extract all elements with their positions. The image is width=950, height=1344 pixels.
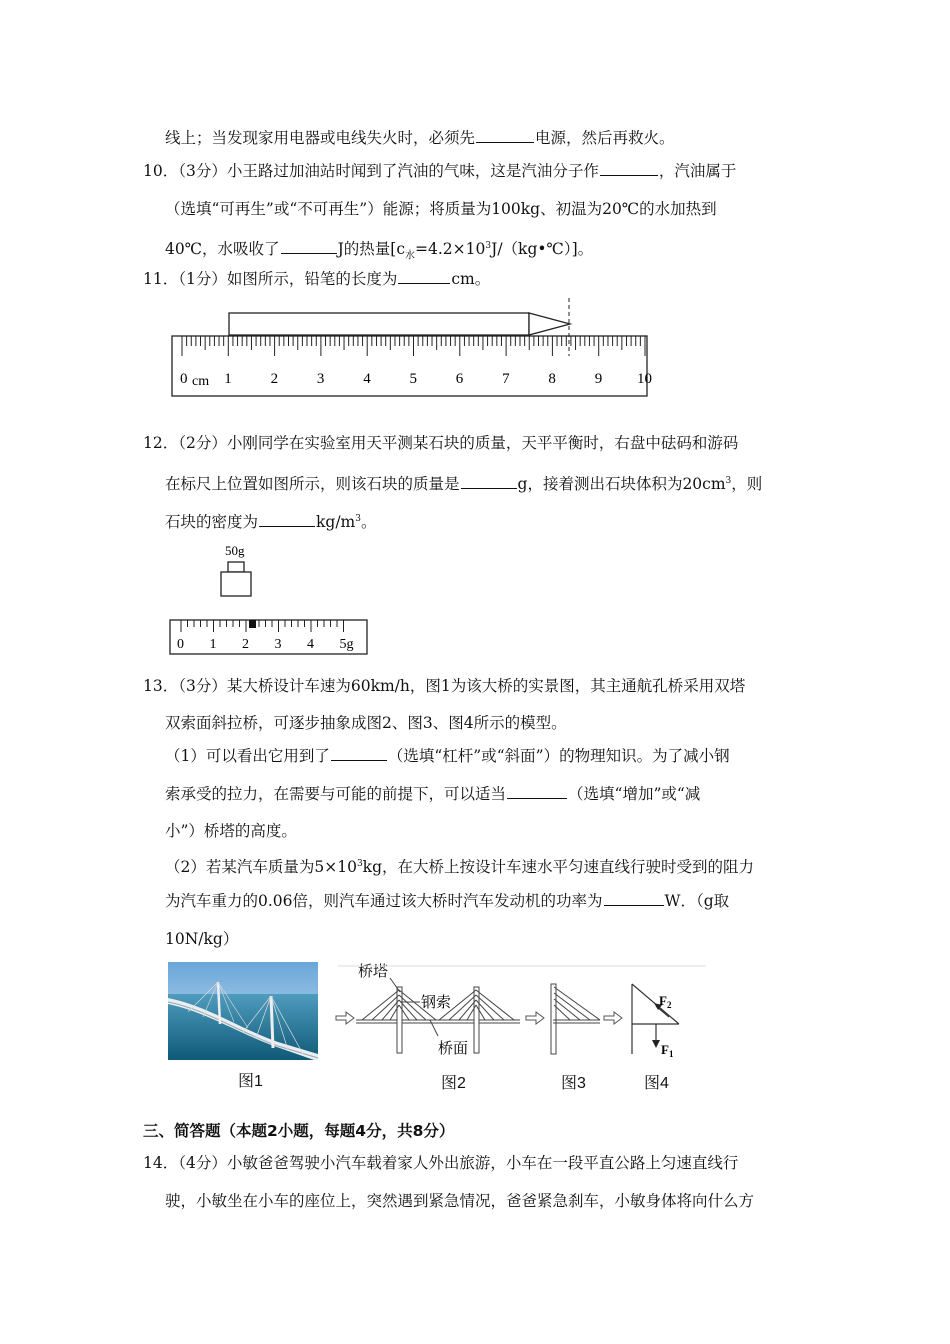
q13-text: （2）若某汽车质量为5×10	[165, 858, 357, 877]
ruler-tick-label: 5	[409, 371, 417, 387]
q10-text: ，汽油属于	[658, 162, 737, 180]
arrow-icon	[526, 1012, 544, 1024]
q13-text: （选填“增加”或“减	[568, 785, 701, 803]
q11-blank	[398, 269, 450, 284]
q13-text: 索承受的拉力，在需要与可能的前提下，可以适当	[165, 785, 507, 803]
f1-arrowhead	[652, 1040, 660, 1048]
q10-blank-2	[281, 239, 337, 254]
q13-line-1	[143, 675, 745, 697]
scale-tick-label: 3	[274, 637, 282, 652]
q13-text: W．（g取	[664, 892, 730, 910]
q12-blank-2	[259, 512, 315, 527]
weight-knob	[228, 562, 244, 572]
caption-fig3: 图3	[561, 1075, 586, 1092]
q13-blank-3	[604, 891, 664, 906]
q12-text: 小刚同学在实验室用天平测某石块的质量，天平平衡时，右盘中砝码和游码	[226, 434, 739, 452]
q13-p1-line-2	[165, 783, 700, 805]
q13-line-2	[165, 712, 567, 734]
q14-line-2	[165, 1190, 754, 1212]
scale-tick-label: 1	[209, 637, 217, 652]
pencil-tip	[529, 313, 570, 335]
label-f1: $F_1$	[661, 1042, 674, 1059]
q14-text: 小敏爸爸驾驶小汽车载着家人外出旅游，小车在一段平直公路上匀速直线行	[226, 1154, 739, 1172]
q10-blank-1	[600, 161, 658, 176]
ruler-tick-label: 2	[270, 371, 279, 387]
ruler-tick-label: 1	[224, 371, 232, 387]
scale-tick-label: 4	[307, 637, 314, 652]
q12-line-1	[143, 432, 738, 454]
q12-number: 12．（2分）	[143, 434, 227, 452]
q10-text: J/（kg•℃）]。	[491, 240, 594, 259]
q12-blank-1	[461, 474, 517, 489]
q12-text: 石块的密度为	[165, 513, 259, 532]
ruler-tick-label: 9	[594, 371, 603, 387]
pencil-body	[229, 313, 529, 335]
q13-text: 为汽车重力的0.06倍，则汽车通过该大桥时汽车发动机的功率为	[165, 892, 603, 910]
q10-text: （选填“可再生”或“不可再生”）能源；将质量为100kg、初温为20℃的水加热到	[165, 200, 717, 218]
weight-body	[221, 572, 251, 596]
q13-p2-line-3	[165, 928, 238, 950]
label-cable: 钢索	[421, 995, 452, 1011]
q12-sup: 3	[355, 514, 361, 524]
q9-line	[165, 127, 675, 149]
q9-blank	[476, 128, 534, 143]
q14-line-1	[143, 1152, 738, 1174]
q10-text: 小王路过加油站时闻到了汽油的气味，这是汽油分子作	[226, 162, 599, 180]
q10-sub-water: 水	[405, 250, 416, 262]
q12-text: kg/m	[316, 513, 356, 532]
fig3-model	[551, 984, 600, 1054]
q11-number: 11．（1分）	[143, 270, 227, 288]
q13-number: 13．（3分）	[143, 677, 227, 695]
ruler-tick-label: 7	[502, 371, 510, 387]
q12-text: 。	[360, 513, 377, 532]
q14-text: 驶，小敏坐在小车的座位上，突然遇到紧急情况，爸爸紧急刹车，小敏身体将向什么方	[165, 1192, 755, 1210]
q13-text: 某大桥设计车速为60km/h，图1为该大桥的实景图，其主通航孔桥采用双塔	[226, 677, 746, 695]
q10-line-1	[143, 160, 736, 182]
q10-sup: 3	[485, 241, 492, 251]
q13-blank-1	[331, 746, 387, 761]
ruler-tick-label: 0	[180, 371, 188, 387]
scale-tick-label: 0	[177, 637, 184, 652]
rider-marker	[249, 620, 256, 628]
q10-line-2	[165, 198, 717, 220]
q11-text: 如图所示，铅笔的长度为	[226, 270, 398, 288]
arrow-icon	[604, 1012, 622, 1024]
q13-text: 小”）桥塔的高度。	[165, 822, 297, 840]
q12-text: g，接着测出石块体积为20cm	[517, 475, 726, 494]
caption-fig1: 图1	[238, 1073, 263, 1090]
q9-text-a: 线上；当发现家用电器或电线失火时，必须先	[165, 129, 476, 147]
q13-p2-line-2	[165, 890, 729, 912]
section-3-title: 三、简答题（本题2小题，每题4分，共8分）	[143, 1122, 455, 1140]
bridge-models	[334, 962, 709, 1066]
q13-sup: 3	[356, 859, 363, 869]
ruler-tick-label: 4	[363, 371, 371, 387]
q13-blank-2	[507, 784, 567, 799]
q11-text: cm。	[451, 270, 491, 288]
q10-text: 40℃，水吸收了	[165, 240, 280, 259]
q13-text: 双索面斜拉桥，可逐步抽象成图2、图3、图4所示的模型。	[165, 714, 567, 732]
label-f2: $F_2$	[659, 993, 672, 1010]
weight-label: 50g	[225, 543, 245, 558]
q12-balance-figure	[166, 538, 376, 658]
q10-number: 10．（3分）	[143, 162, 227, 180]
q13-p2-line-1	[165, 853, 754, 878]
q13-text: 10N/kg）	[165, 930, 239, 948]
q14-number: 14．（4分）	[143, 1154, 227, 1172]
ruler-tick-label: 10	[637, 371, 652, 387]
scale-tick-label: 5g	[339, 637, 354, 652]
q10-text: J的热量[c	[337, 240, 406, 259]
q12-sup: 3	[725, 476, 732, 486]
q13-text: kg，在大桥上按设计车速水平匀速直线行驶时受到的阻力	[362, 858, 754, 877]
arrow-icon	[336, 1012, 354, 1024]
label-tower: 桥塔	[358, 964, 389, 980]
q13-p1-line-3	[165, 820, 297, 842]
q13-text: （1）可以看出它用到了	[165, 747, 330, 765]
q12-text: 在标尺上位置如图所示，则该石块的质量是	[165, 475, 460, 494]
q10-text: =4.2×10	[415, 240, 486, 259]
q9-text-b: 电源，然后再救火。	[535, 129, 675, 147]
caption-fig2: 图2	[441, 1075, 466, 1092]
bridge-photo	[168, 962, 318, 1060]
ruler-tick-label: 3	[316, 371, 325, 387]
q11-ruler-figure	[170, 296, 650, 400]
q11-line	[143, 268, 490, 290]
q13-text: （选填“杠杆”或“斜面”）的物理知识。为了减小钢	[387, 747, 730, 765]
q12-line-2	[165, 470, 762, 495]
ruler-unit: cm	[192, 374, 210, 389]
scale-tick-label: 2	[242, 637, 249, 652]
caption-fig4: 图4	[644, 1075, 669, 1092]
q12-line-3	[165, 508, 377, 533]
ruler-tick-label: 8	[548, 371, 556, 387]
label-deck: 桥面	[438, 1041, 469, 1057]
q10-line-3	[165, 235, 593, 267]
ruler-tick-label: 6	[455, 371, 464, 387]
q13-p1-line-1	[165, 745, 730, 767]
q12-text: ，则	[731, 475, 763, 494]
